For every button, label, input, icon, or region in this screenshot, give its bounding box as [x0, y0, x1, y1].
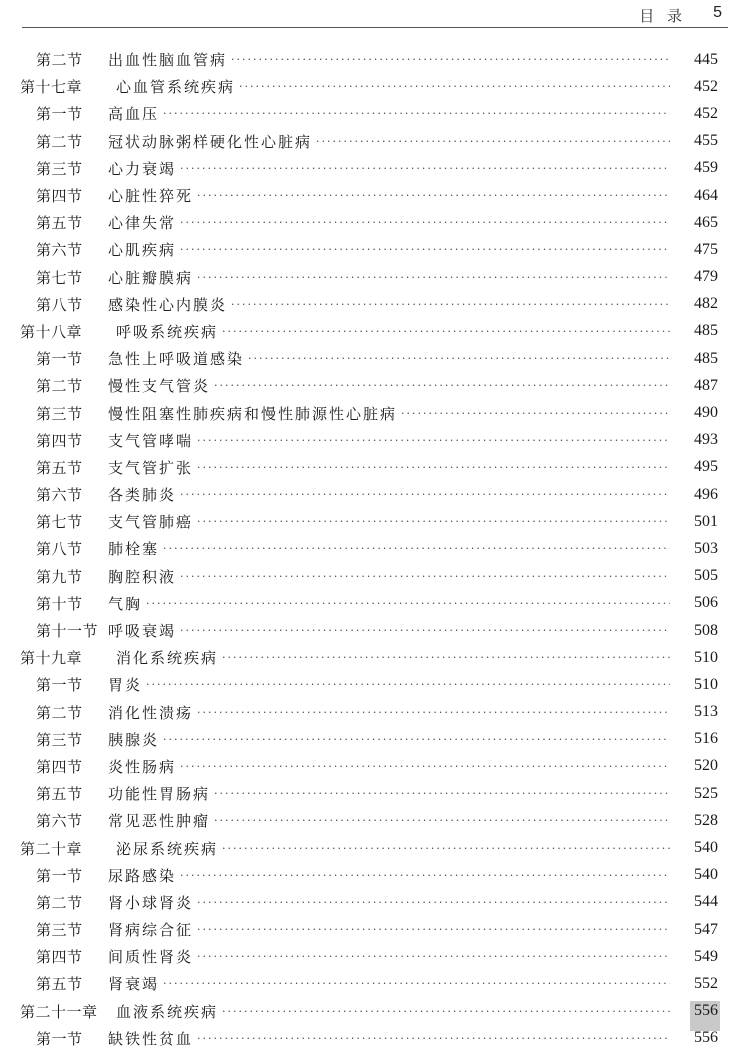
header-page-number: 5	[713, 4, 722, 21]
toc-entry-title: 呼吸衰竭	[108, 622, 177, 641]
toc-entry-number: 第九节	[36, 567, 83, 586]
dot-leader	[180, 869, 670, 882]
toc-entry-title: 常见恶性肿瘤	[108, 812, 211, 831]
toc-entry-number: 第二节	[36, 51, 83, 70]
toc-entry-number: 第一节	[36, 105, 83, 124]
toc-section-row[interactable]	[0, 46, 750, 73]
toc-page-number: 452	[694, 77, 718, 95]
toc-section-row[interactable]	[0, 427, 750, 454]
toc-page-number: 503	[694, 539, 718, 557]
toc-entry-number: 第一节	[36, 866, 83, 885]
toc-entry-number: 第四节	[36, 948, 83, 967]
dot-leader	[163, 107, 670, 120]
toc-entry-number: 第四节	[36, 431, 83, 450]
toc-section-row[interactable]	[0, 372, 750, 399]
dot-leader	[197, 950, 670, 963]
dot-leader	[248, 352, 670, 365]
dot-leader	[197, 896, 670, 909]
dot-leader	[180, 570, 670, 583]
dot-leader	[197, 434, 670, 447]
toc-page-number: 487	[694, 376, 718, 394]
toc-entry-number: 第三节	[36, 159, 83, 178]
toc-entry-title: 支气管肺癌	[108, 513, 194, 532]
dot-leader	[239, 80, 670, 93]
toc-entry-number: 第二十一章	[20, 1002, 98, 1021]
toc-entry-number: 第三节	[36, 921, 83, 940]
toc-page-number: 496	[694, 485, 718, 503]
toc-entry-title: 出血性脑血管病	[108, 51, 228, 70]
toc-entry-title: 心脏性猝死	[108, 187, 194, 206]
header-section-title: 目 录	[639, 7, 686, 25]
dot-leader	[146, 678, 670, 691]
toc-chapter-row[interactable]	[0, 998, 750, 1025]
toc-entry-title: 支气管哮喘	[108, 431, 194, 450]
toc-page-number: 556	[694, 1029, 718, 1047]
toc-entry-title: 胰腺炎	[108, 730, 160, 749]
toc-entry-number: 第八节	[36, 295, 83, 314]
toc-entry-number: 第六节	[36, 486, 83, 505]
dot-leader	[180, 243, 670, 256]
toc-page-number: 490	[694, 404, 718, 422]
toc-entry-title: 心力衰竭	[108, 159, 177, 178]
toc-entry-number: 第十八章	[20, 322, 83, 341]
toc-entry-number: 第四节	[36, 757, 83, 776]
toc-page-number: 506	[694, 594, 718, 612]
toc-entry-title: 胸腔积液	[108, 567, 177, 586]
toc-entry-title: 慢性支气管炎	[108, 377, 211, 396]
dot-leader	[180, 162, 670, 175]
toc-entry-title: 心血管系统疾病	[116, 78, 236, 97]
toc-entry-title: 炎性肠病	[108, 757, 177, 776]
toc-page-number: 445	[694, 50, 718, 68]
dot-leader	[316, 135, 670, 148]
toc-section-row[interactable]	[0, 862, 750, 889]
dot-leader	[231, 298, 670, 311]
toc-entry-number: 第五节	[36, 785, 83, 804]
toc-page-number: 520	[694, 757, 718, 775]
toc-entry-title: 肾病综合征	[108, 921, 194, 940]
toc-section-row[interactable]	[0, 753, 750, 780]
toc-page-number: 540	[694, 839, 718, 857]
toc-entry-title: 冠状动脉粥样硬化性心脏病	[108, 132, 313, 151]
toc-entry-title: 心律失常	[108, 214, 177, 233]
toc-section-row[interactable]	[0, 155, 750, 182]
dot-leader	[197, 923, 670, 936]
toc-entry-title: 高血压	[108, 105, 160, 124]
toc-entry-number: 第七节	[36, 513, 83, 532]
toc-section-row[interactable]	[0, 726, 750, 753]
dot-leader	[163, 733, 670, 746]
toc-entry-number: 第一节	[36, 676, 83, 695]
dot-leader	[214, 379, 670, 392]
toc-section-row[interactable]	[0, 508, 750, 535]
toc-entry-title: 气胸	[108, 594, 143, 613]
toc-section-row[interactable]	[0, 535, 750, 562]
dot-leader	[214, 787, 670, 800]
toc-section-row[interactable]	[0, 399, 750, 426]
toc-page-number: 475	[694, 240, 718, 258]
toc-entry-title: 间质性肾炎	[108, 948, 194, 967]
toc-page-number: 556	[694, 1002, 718, 1020]
dot-leader	[197, 1032, 670, 1045]
toc-section-row[interactable]	[0, 236, 750, 263]
toc-entry-title: 肺栓塞	[108, 540, 160, 559]
toc-entry-title: 消化性溃疡	[108, 703, 194, 722]
dot-leader	[222, 651, 670, 664]
toc-entry-title: 血液系统疾病	[116, 1002, 219, 1021]
dot-leader	[197, 706, 670, 719]
toc-page-number: 493	[694, 431, 718, 449]
dot-leader	[214, 814, 670, 827]
toc-page-number: 485	[694, 349, 718, 367]
toc-entry-title: 尿路感染	[108, 866, 177, 885]
dot-leader	[222, 842, 670, 855]
toc-page-number: 547	[694, 920, 718, 938]
toc-entry-title: 感染性心内膜炎	[108, 295, 228, 314]
toc-entry-number: 第三节	[36, 730, 83, 749]
dot-leader	[180, 216, 670, 229]
toc-page-number: 525	[694, 784, 718, 802]
dot-leader	[180, 624, 670, 637]
toc-section-row[interactable]	[0, 807, 750, 834]
toc-section-row[interactable]	[0, 345, 750, 372]
dot-leader	[197, 189, 670, 202]
toc-section-row[interactable]	[0, 454, 750, 481]
toc-page-number: 540	[694, 866, 718, 884]
toc-section-row[interactable]	[0, 889, 750, 916]
toc-entry-number: 第五节	[36, 975, 83, 994]
toc-entry-title: 呼吸系统疾病	[116, 322, 219, 341]
toc-entry-title: 各类肺炎	[108, 486, 177, 505]
toc-entry-number: 第二节	[36, 132, 83, 151]
toc-entry-number: 第十七章	[20, 78, 83, 97]
toc-entry-title: 缺铁性贫血	[108, 1029, 194, 1048]
toc-page-number: 544	[694, 893, 718, 911]
toc-entry-number: 第十一节	[36, 622, 99, 641]
toc-entry-number: 第二节	[36, 893, 83, 912]
toc-section-row[interactable]	[0, 209, 750, 236]
dot-leader	[163, 542, 670, 555]
dot-leader	[401, 407, 670, 420]
toc-entry-title: 慢性阻塞性肺疾病和慢性肺源性心脏病	[108, 404, 398, 423]
toc-chapter-row[interactable]	[0, 644, 750, 671]
toc-page-number: 479	[694, 268, 718, 286]
toc-page-number: 513	[694, 703, 718, 721]
dot-leader	[222, 1005, 670, 1018]
dot-leader	[222, 325, 670, 338]
dot-leader	[146, 597, 670, 610]
toc-section-row[interactable]	[0, 916, 750, 943]
toc-entry-title: 急性上呼吸道感染	[108, 350, 245, 369]
toc-page-number: 465	[694, 213, 718, 231]
toc-entry-number: 第六节	[36, 241, 83, 260]
toc-entry-number: 第五节	[36, 458, 83, 477]
toc-page-number: 482	[694, 295, 718, 313]
toc-chapter-row[interactable]	[0, 73, 750, 100]
toc-page-number: 459	[694, 159, 718, 177]
dot-leader	[180, 760, 670, 773]
toc-entry-number: 第六节	[36, 812, 83, 831]
toc-section-row[interactable]	[0, 970, 750, 997]
toc-entry-title: 消化系统疾病	[116, 649, 219, 668]
dot-leader	[180, 488, 670, 501]
toc-section-row[interactable]	[0, 943, 750, 970]
toc-entry-title: 泌尿系统疾病	[116, 839, 219, 858]
toc-section-row[interactable]	[0, 563, 750, 590]
toc-section-row[interactable]	[0, 291, 750, 318]
toc-section-row[interactable]	[0, 481, 750, 508]
toc-section-row[interactable]	[0, 182, 750, 209]
toc-entry-title: 支气管扩张	[108, 458, 194, 477]
toc-section-row[interactable]	[0, 100, 750, 127]
toc-page-number: 510	[694, 675, 718, 693]
toc-entry-title: 功能性胃肠病	[108, 785, 211, 804]
toc-entry-number: 第二节	[36, 703, 83, 722]
toc-entry-title: 心脏瓣膜病	[108, 268, 194, 287]
toc-page-number: 508	[694, 621, 718, 639]
toc-entry-number: 第二十章	[20, 839, 83, 858]
toc-entry-number: 第五节	[36, 214, 83, 233]
toc-page-number: 485	[694, 322, 718, 340]
toc-section-row[interactable]	[0, 671, 750, 698]
toc-page-number: 528	[694, 811, 718, 829]
dot-leader	[197, 515, 670, 528]
toc-entry-number: 第七节	[36, 268, 83, 287]
toc-section-row[interactable]	[0, 264, 750, 291]
toc-entry-number: 第一节	[36, 350, 83, 369]
toc-page-number: 495	[694, 458, 718, 476]
toc-chapter-row[interactable]	[0, 318, 750, 345]
dot-leader	[197, 271, 670, 284]
toc-section-row[interactable]	[0, 590, 750, 617]
dot-leader	[197, 461, 670, 474]
toc-entry-number: 第十节	[36, 594, 83, 613]
toc-entry-number: 第四节	[36, 187, 83, 206]
toc-page-number: 464	[694, 186, 718, 204]
running-header	[22, 0, 728, 28]
toc-entry-number: 第二节	[36, 377, 83, 396]
toc-page-number: 505	[694, 567, 718, 585]
toc-section-row[interactable]	[0, 128, 750, 155]
toc-entry-number: 第十九章	[20, 649, 83, 668]
toc-entry-title: 肾衰竭	[108, 975, 160, 994]
dot-leader	[231, 53, 670, 66]
toc-page-number: 516	[694, 730, 718, 748]
toc-page-number: 501	[694, 512, 718, 530]
toc-section-row[interactable]	[0, 1025, 750, 1052]
toc-entry-number: 第一节	[36, 1029, 83, 1048]
toc-entry-title: 胃炎	[108, 676, 143, 695]
dot-leader	[163, 977, 670, 990]
toc-entry-title: 心肌疾病	[108, 241, 177, 260]
toc-chapter-row[interactable]	[0, 834, 750, 861]
toc-page-number: 510	[694, 648, 718, 666]
toc-page-number: 552	[694, 974, 718, 992]
toc-page-number: 452	[694, 104, 718, 122]
toc-entry-number: 第八节	[36, 540, 83, 559]
toc-section-row[interactable]	[0, 699, 750, 726]
table-of-contents	[0, 46, 750, 1052]
toc-entry-number: 第三节	[36, 404, 83, 423]
toc-section-row[interactable]	[0, 780, 750, 807]
toc-entry-title: 肾小球肾炎	[108, 893, 194, 912]
toc-section-row[interactable]	[0, 617, 750, 644]
toc-page-number: 455	[694, 132, 718, 150]
toc-page-number: 549	[694, 947, 718, 965]
